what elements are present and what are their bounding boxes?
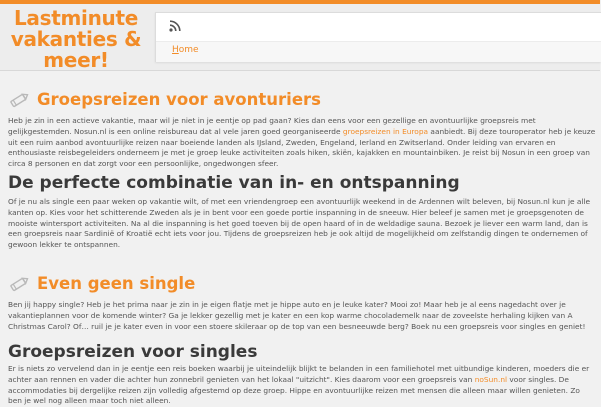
paragraph-avonturiers-intro	[8, 116, 596, 170]
paragraph-combinatie: Of je nu als single een paar weken op vakantie wilt, of met een vriendengroep een avontuurlijk weekend in de Ardennen wilt beleven, bij Nosun.nl kun je alle kanten op. Kies voor het schitterende Zweden als je in bent voor een goede portie inspanning in de sneeuw. Hier beleef je samen met je groepsgenoten de mooiste wintersport activiteiten. Na al die inspanning is het goed toeven bij de open haard of in de weldadige sauna. Bezoek je liever een warm land, dan is een groepsreis naar Sardinië of Kroatië echt iets voor jou. Tijdens de groepsreizen heb je ook altijd de mogelijkheid om zelfstandig dingen te ondernemen of gewoon lekker te ontspannen.	[8, 197, 591, 249]
paragraph-text: Heb je zin in een actieve vakantie, maar wil je niet in je eentje op pad gaan? Kies dan eens voor een gezellige en avontuurlijke groepsreis met gelijkgestemden. Nosun.nl is een online reisbureau dat al vele jaren goed georganiseerde	[8, 116, 536, 136]
site-header	[0, 4, 600, 71]
paragraph-single-intro: Ben jij happy single? Heb je het prima naar je zin in je eigen flatje met je hippe auto en je leuke kater? Mooi zo! Maar heb je al eens nagedacht over je vakantieplannen voor de komende winter? Ga je lekker gezellig met je kater en een kop warme chocolademelk naar de zoveelste herhaling kijken van A Christmas Carol? Of… ruil je je kater even in voor een stoere skileraar op de top van een besneeuwde berg? Boek nu een groepsreis voor singles en geniet!	[8, 300, 586, 331]
link-groepsreizen-europa[interactable]: groepsreizen in Europa	[342, 126, 429, 136]
main-nav	[156, 41, 601, 62]
pencil-icon	[8, 92, 30, 108]
main-content	[0, 71, 600, 406]
section-title: Even geen single	[37, 274, 196, 293]
nav-home-rest: ome	[178, 45, 199, 55]
subheading-groepsreizen-singles: Groepsreizen voor singles	[8, 342, 258, 362]
subheading-combinatie: De perfecte combinatie van in- en ontspanning	[8, 173, 460, 193]
paragraph-text: voor singles. De accommodaties bij dergelijke reizen zijn volledig afgestemd op deze groep. Hippe en avontuurlijke reizen met mensen die alleen maar willen genieten. Zo ben je wel nog alleen maar toch niet alleen.	[8, 374, 580, 406]
paragraph-singles	[8, 364, 596, 407]
section-title: Groepsreizen voor avonturiers	[37, 90, 321, 109]
nav-home-first-letter: H	[172, 45, 179, 55]
rss-icon[interactable]	[169, 20, 181, 32]
section-heading-single	[8, 273, 308, 297]
nav-home-link[interactable]	[172, 45, 199, 55]
nav-box	[155, 12, 601, 62]
site-logo[interactable]: Lastminute vakanties & meer!	[10, 6, 142, 72]
paragraph-text: Er is niets zo vervelend dan in je eentje een reis boeken waarbij je uiteindelijk blijkt te belanden in een familiehotel met uitbundige kinderen, moeders die er achter aan rennen en vader die achter hun zonnebril genieten van het lokaal "uitzicht". Kies daarom voor een groepsreis van	[8, 364, 590, 384]
section-heading-avonturiers	[8, 89, 428, 113]
link-nosun[interactable]: noSun.nl	[474, 374, 508, 384]
pencil-icon	[8, 276, 30, 292]
paragraph-text: aanbiedt. Bij deze touroperator heb je keuze uit een ruim aanbod avontuurlijke reizen naar boeiende landen als IJsland, Zweden, Engeland, Ierland en Zwitserland. Onder leiding van ervaren en enthousiaste reisbegeleiders onderneem je met je groep leuke activiteiten zoals hiken, skiën, kajakken en mountainbiken. Je reist bij Nosun in een groep van circa 8 personen en dat zorgt voor een persoonlijke, ongedwongen sfeer.	[8, 126, 596, 168]
